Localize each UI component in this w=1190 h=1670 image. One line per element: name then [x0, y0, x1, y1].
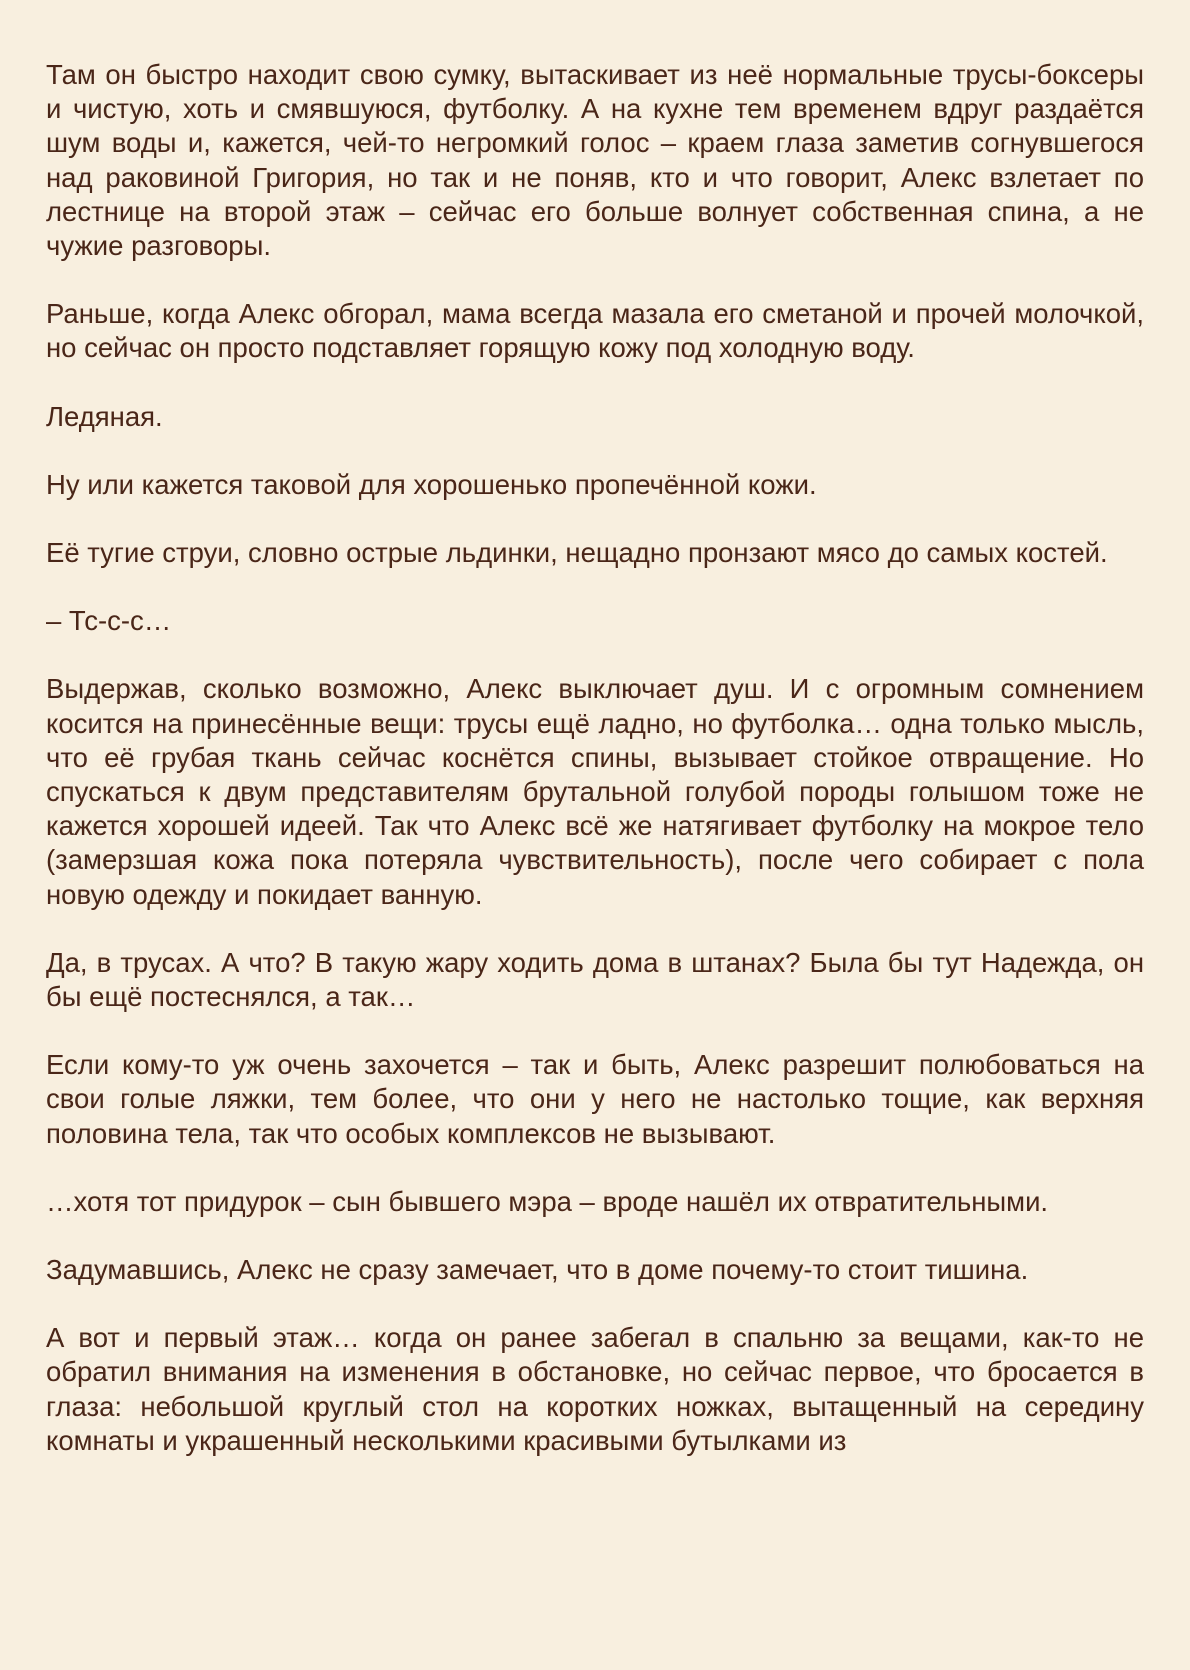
document-page — [46, 58, 1144, 1492]
paragraph-4: Ну или кажется таковой для хорошенько пропечённой кожи. — [46, 468, 817, 500]
paragraph-12: А вот и первый этаж… когда он ранее забегал в спальню за вещами, как-то не обратил внимания на изменения в обстановке, но сейчас первое, что бросается в глаза: небольшой круглый стол на коротких ножках, вытащенный на середину комнаты и украшенный несколькими красивыми бутылками из — [46, 1322, 1144, 1456]
paragraph-7: Выдержав, сколько возможно, Алекс выключает душ. И с огромным сомнением косится на принесённые вещи: трусы ещё ладно, но футболка… одна только мысль, что её грубая ткань сейчас коснётся спины, вызывает стойкое отвращение. Но спускаться к двум представителям брутальной голубой породы голышом тоже не кажется хорошей идеей. Так что Алекс всё же натягивает футболку на мокрое тело (замерзшая кожа пока потеряла чувствительность), после чего собирает с пола новую одежду и покидает ванную. — [46, 673, 1144, 910]
paragraph-6: – Тс-с-с… — [46, 605, 172, 637]
paragraph-2: Раньше, когда Алекс обгорал, мама всегда мазала его сметаной и прочей молочкой, но сейчас он просто подставляет горящую кожу под холодную воду. — [46, 298, 1144, 364]
paragraph-3: Ледяная. — [46, 400, 163, 432]
paragraph-8: Да, в трусах. А что? В такую жару ходить дома в штанах? Была бы тут Надежда, он бы ещё постеснялся, а так… — [46, 946, 1144, 1013]
paragraph-1: Там он быстро находит свою сумку, вытаскивает из неё нормальные трусы-боксеры и чистую, хоть и смявшуюся, футболку. А на кухне тем временем вдруг раздаётся шум воды и, кажется, чей-то негромкий голос – краем глаза заметив согнувшегося над раковиной Григория, но так и не поняв, кто и что говорит, Алекс взлетает по лестнице на второй этаж – сейчас его больше волнует собственная спина, а не чужие разговоры. — [46, 59, 1144, 262]
paragraph-5: Её тугие струи, словно острые льдинки, нещадно пронзают мясо до самых костей. — [46, 537, 1108, 569]
paragraph-10: …хотя тот придурок – сын бывшего мэра – вроде нашёл их отвратительными. — [46, 1185, 1049, 1217]
paragraph-11: Задумавшись, Алекс не сразу замечает, что в доме почему-то стоит тишина. — [46, 1254, 1029, 1286]
paragraph-9: Если кому-то уж очень захочется – так и быть, Алекс разрешит полюбоваться на свои голые ляжки, тем более, что они у него не настолько тощие, как верхняя половина тела, так что особых комплексов не вызывают. — [46, 1049, 1144, 1149]
